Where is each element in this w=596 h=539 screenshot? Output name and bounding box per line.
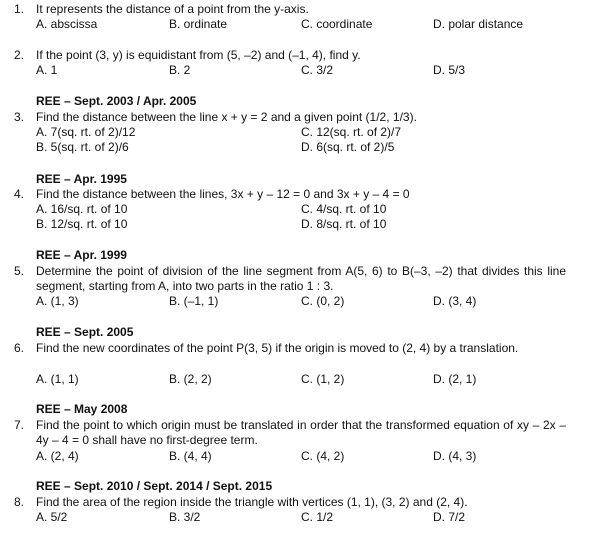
option-a: A. 1 — [36, 63, 58, 77]
option-d: D. 7/2 — [433, 510, 466, 524]
option-a: A. 16/sq. rt. of 10 — [36, 202, 128, 216]
option-c: C. (0, 2) — [301, 294, 345, 308]
source-header: REE – Sept. 2010 / Sept. 2014 / Sept. 2015 — [36, 479, 273, 493]
option-a: A. 5/2 — [36, 510, 68, 524]
option-c: C. 4/sq. rt. of 10 — [301, 202, 387, 216]
option-d: D. (3, 4) — [433, 294, 477, 308]
option-b: B. ordinate — [169, 17, 228, 31]
question-stem: Determine the point of division of the line segment from A(5, 6) to B(–3, –2) that divides this line segment, starting from A, into two parts in the ratio 1 : 3. — [36, 264, 566, 293]
question-stem: It represents the distance of a point from the y-axis. — [36, 2, 309, 16]
question-number: 5. — [14, 264, 25, 278]
option-d: D. 8/sq. rt. of 10 — [301, 217, 387, 231]
question-stem: Find the area of the region inside the triangle with vertices (1, 1), (3, 2) and (2, 4). — [36, 495, 468, 509]
option-b: B. (2, 2) — [169, 372, 212, 386]
option-d: D. 5/3 — [433, 63, 466, 77]
question-stem: Find the point to which origin must be translated in order that the transformed equation of xy – 2x – 4y – 4 = 0 shall have no first-degree term. — [36, 418, 566, 447]
option-a: A. (1, 3) — [36, 294, 79, 308]
option-c: C. (1, 2) — [301, 372, 345, 386]
question-number: 8. — [14, 495, 25, 509]
option-a: A. abscissa — [36, 17, 98, 31]
option-b: B. 2 — [169, 63, 191, 77]
question-stem: If the point (3, y) is equidistant from (5, –2) and (–1, 4), find y. — [36, 48, 361, 62]
source-header: REE – Sept. 2005 — [36, 325, 134, 339]
option-b: B. 12/sq. rt. of 10 — [36, 217, 128, 231]
option-b: B. 3/2 — [169, 510, 201, 524]
question-stem: Find the new coordinates of the point P(3, 5) if the origin is moved to (2, 4) by a translation. — [36, 341, 519, 355]
option-b: B. (4, 4) — [169, 449, 212, 463]
question-stem: Find the distance between the lines, 3x + y – 12 = 0 and 3x + y – 4 = 0 — [36, 187, 410, 201]
question-number: 1. — [14, 2, 25, 16]
question-number: 7. — [14, 418, 25, 432]
source-header: REE – Sept. 2003 / Apr. 2005 — [36, 94, 197, 108]
option-c: C. (4, 2) — [301, 449, 345, 463]
option-c: C. 12(sq. rt. of 2)/7 — [301, 125, 402, 139]
source-header: REE – Apr. 1995 — [36, 172, 127, 186]
option-c: C. 1/2 — [301, 510, 334, 524]
option-a: A. 7(sq. rt. of 2)/12 — [36, 125, 136, 139]
option-d: D. polar distance — [433, 17, 524, 31]
question-number: 6. — [14, 341, 25, 355]
option-d: D. (2, 1) — [433, 372, 477, 386]
option-d: D. 6(sq. rt. of 2)/5 — [301, 140, 395, 154]
option-a: A. (1, 1) — [36, 372, 79, 386]
option-c: C. coordinate — [301, 17, 373, 31]
question-stem: Find the distance between the line x + y = 2 and a given point (1/2, 1/3). — [36, 110, 417, 124]
option-d: D. (4, 3) — [433, 449, 477, 463]
question-number: 2. — [14, 48, 25, 62]
source-header: REE – May 2008 — [36, 402, 128, 416]
question-number: 3. — [14, 110, 25, 124]
option-b: B. 5(sq. rt. of 2)/6 — [36, 140, 129, 154]
source-header: REE – Apr. 1999 — [36, 248, 127, 262]
option-c: C. 3/2 — [301, 63, 334, 77]
option-b: B. (–1, 1) — [169, 294, 219, 308]
question-number: 4. — [14, 187, 25, 201]
option-a: A. (2, 4) — [36, 449, 79, 463]
